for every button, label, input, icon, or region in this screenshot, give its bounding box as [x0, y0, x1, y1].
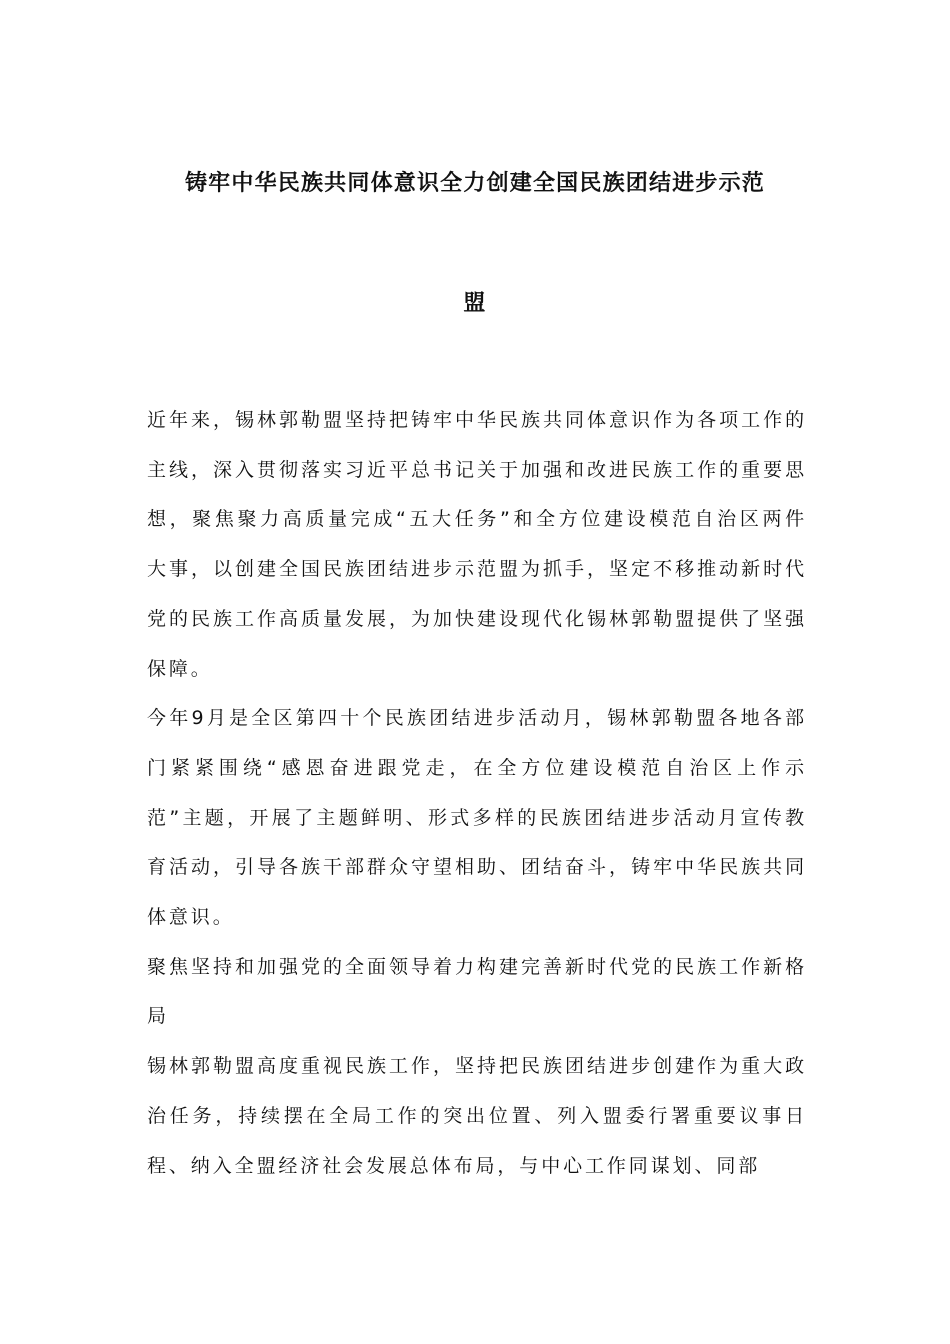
paragraph-intro: 近年来，锡林郭勒盟坚持把铸牢中华民族共同体意识作为各项工作的主线，深入贯彻落实习近平总书记关于加强和改进民族工作的重要思想，聚焦聚力高质量完成“五大任务”和全方位建设模范自治区两件大事，以创建全国民族团结进步示范盟为抓手，坚定不移推动新时代党的民族工作高质量发展，为加快建设现代化锡林郭勒盟提供了坚强保障。 — [147, 409, 807, 680]
paragraph-leadership: 锡林郭勒盟高度重视民族工作，坚持把民族团结进步创建作为重大政治任务，持续摆在全局工作的突出位置、列入盟委行署重要议事日程、纳入全盟经济社会发展总体布局，与中心工作同谋划、同部 — [147, 1055, 807, 1177]
paragraph-activity-month: 今年9月是全区第四十个民族团结进步活动月，锡林郭勒盟各地各部门紧紧围绕“感恩奋进跟党走，在全方位建设模范自治区上作示范”主题，开展了主题鲜明、形式多样的民族团结进步活动月宣传教育活动，引导各族干部群众守望相助、团结奋斗，铸牢中华民族共同体意识。 — [147, 707, 807, 929]
document-title: 铸牢中华民族共同体意识全力创建全国民族团结进步示范 — [184, 171, 765, 196]
document-body — [147, 396, 807, 1191]
section-heading: 聚焦坚持和加强党的全面领导着力构建完善新时代党的民族工作新格局 — [147, 955, 807, 1028]
document-title-continuation: 盟 — [463, 291, 487, 316]
